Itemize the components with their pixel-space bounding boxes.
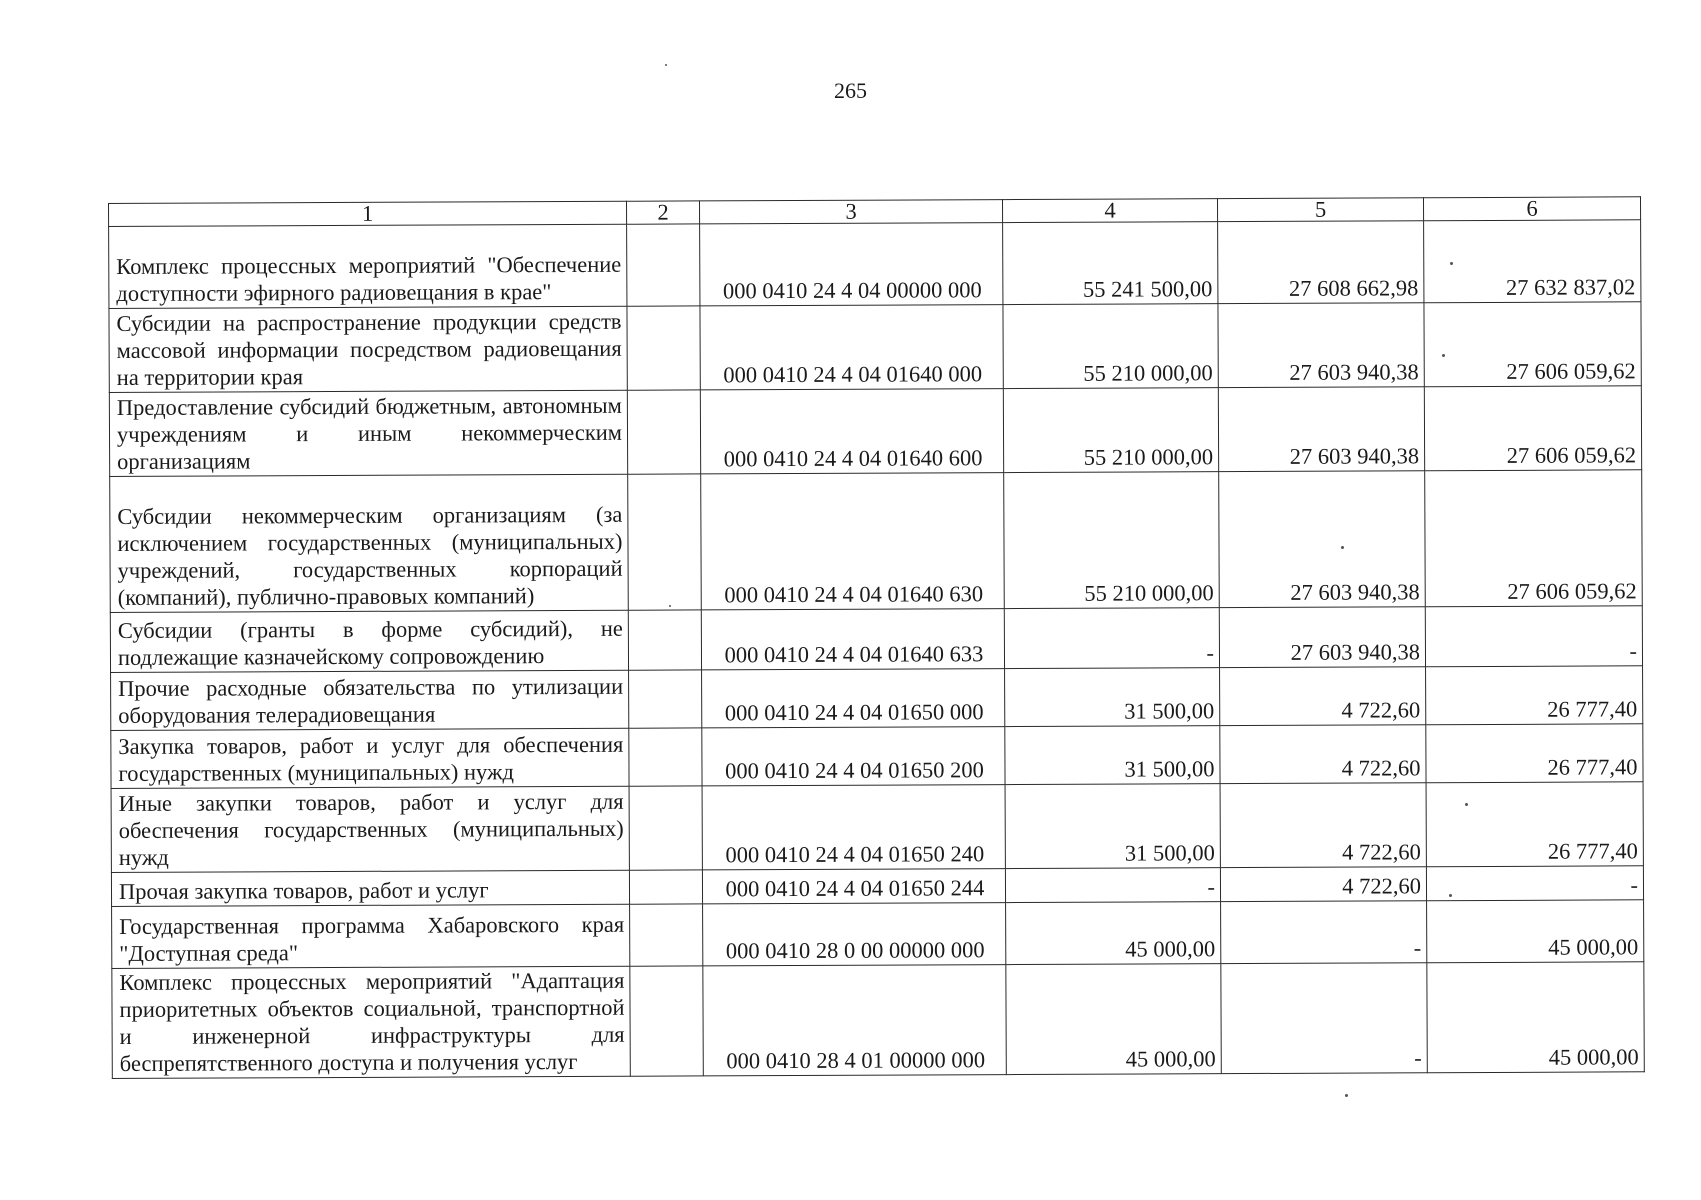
row-name: Предоставление субсидий бюджетным, автономным учреждениям и иным некоммерческим организациям [109,390,627,476]
row-remainder: 27 606 059,62 [1424,386,1641,471]
row-col-2 [629,670,702,728]
scan-speck [1442,354,1445,357]
row-name: Прочая закупка товаров, работ и услуг [111,870,629,906]
row-col-2 [630,966,703,1076]
row-code: 000 0410 24 4 04 01650 244 [702,869,1005,904]
row-name: Субсидии на распространение продукции средств массовой информации посредством радиовещания на территории края [109,306,627,392]
row-plan: 31 500,00 [1005,668,1220,727]
row-plan: 31 500,00 [1005,784,1220,869]
table-row [111,666,1643,731]
row-executed: 27 603 940,38 [1218,303,1424,388]
row-plan: - [1004,608,1219,669]
row-code: 000 0410 24 4 04 01640 630 [701,473,1005,610]
header-col-2: 2 [626,201,699,224]
row-executed: 27 603 940,38 [1219,607,1425,668]
header-col-6: 6 [1423,197,1640,221]
header-col-5: 5 [1217,198,1423,222]
row-executed: - [1221,963,1427,1074]
row-plan: 55 210 000,00 [1003,388,1218,473]
row-remainder: 26 777,40 [1426,724,1643,783]
table-row [110,470,1643,613]
scan-speck [1449,894,1452,897]
row-plan: - [1005,868,1220,903]
row-name: Комплекс процессных мероприятий "Адаптация приоритетных объектов социальной, транспортной и инженерной инфраструктуры для беспрепятственного доступа и получения услуг [112,966,630,1078]
row-name: Субсидии некоммерческим организациям (за исключением государственных (муниципальных) учреждений, государственных корпораций (компаний), публично-правовых компаний) [110,474,629,612]
row-name: Закупка товаров, работ и услуг для обеспечения государственных (муниципальных) нужд [111,728,629,788]
row-executed: 27 603 940,38 [1218,387,1424,472]
header-col-1: 1 [109,201,627,226]
scan-speck [1345,1094,1348,1097]
row-remainder: - [1425,606,1642,667]
budget-table [108,196,1645,1079]
table-row [111,782,1643,873]
row-col-2 [628,474,702,610]
row-col-2 [630,904,703,966]
row-executed: 4 722,60 [1220,783,1426,868]
row-remainder: 27 606 059,62 [1424,302,1641,387]
row-plan: 45 000,00 [1006,964,1221,1075]
row-remainder: 45 000,00 [1427,962,1644,1073]
row-code: 000 0410 24 4 04 01650 240 [702,785,1005,870]
table-row [112,962,1644,1079]
scan-speck [1465,803,1468,806]
table-row [111,724,1643,789]
row-executed: - [1221,901,1427,964]
row-executed: 4 722,60 [1220,667,1426,726]
row-code: 000 0410 24 4 04 01640 600 [700,389,1003,474]
row-col-2 [627,224,700,306]
table-row [110,606,1642,673]
header-col-4: 4 [1002,199,1217,223]
row-executed: 4 722,60 [1220,867,1426,902]
row-col-2 [629,786,702,870]
row-col-2 [629,728,702,786]
row-executed: 27 603 940,38 [1219,471,1426,608]
row-code: 000 0410 24 4 04 01650 200 [702,727,1005,786]
table-row [109,220,1641,309]
row-remainder: - [1426,866,1643,901]
scan-speck [669,605,671,607]
table-row [109,302,1641,393]
row-name: Комплекс процессных мероприятий "Обеспечение доступности эфирного радиовещания в крае" [109,224,627,308]
row-col-2 [627,306,700,390]
row-executed: 27 608 662,98 [1218,221,1424,304]
row-plan: 55 210 000,00 [1003,304,1218,389]
row-plan: 45 000,00 [1006,902,1221,965]
scan-speck [1450,262,1453,265]
scan-speck [665,64,667,66]
row-remainder: 26 777,40 [1426,782,1643,867]
row-col-2 [627,390,700,474]
header-col-3: 3 [699,200,1002,224]
row-code: 000 0410 24 4 04 01640 633 [701,609,1004,670]
row-name: Прочие расходные обязательства по утилизации оборудования телерадиовещания [111,670,629,730]
row-plan: 55 210 000,00 [1004,472,1220,609]
row-col-2 [629,870,702,904]
row-code: 000 0410 28 4 01 00000 000 [703,965,1006,1076]
row-col-2 [628,610,701,670]
row-name: Иные закупки товаров, работ и услуг для обеспечения государственных (муниципальных) нужд [111,786,629,872]
row-code: 000 0410 24 4 04 00000 000 [700,223,1003,306]
row-code: 000 0410 24 4 04 01640 000 [700,305,1003,390]
scan-speck [1341,546,1344,549]
row-remainder: 27 632 837,02 [1424,220,1641,303]
page-number: 265 [834,78,867,103]
row-code: 000 0410 28 0 00 00000 000 [703,903,1006,966]
row-remainder: 27 606 059,62 [1425,470,1643,607]
row-name: Субсидии (гранты в форме субсидий), не подлежащие казначейскому сопровождению [110,610,628,672]
row-name: Государственная программа Хабаровского края "Доступная среда" [112,904,630,968]
row-remainder: 26 777,40 [1426,666,1643,725]
table-row [109,386,1641,477]
row-plan: 31 500,00 [1005,726,1220,785]
row-plan: 55 241 500,00 [1003,222,1218,305]
row-remainder: 45 000,00 [1427,900,1644,963]
row-executed: 4 722,60 [1220,725,1426,784]
row-code: 000 0410 24 4 04 01650 000 [702,669,1005,728]
table-row [112,900,1644,969]
